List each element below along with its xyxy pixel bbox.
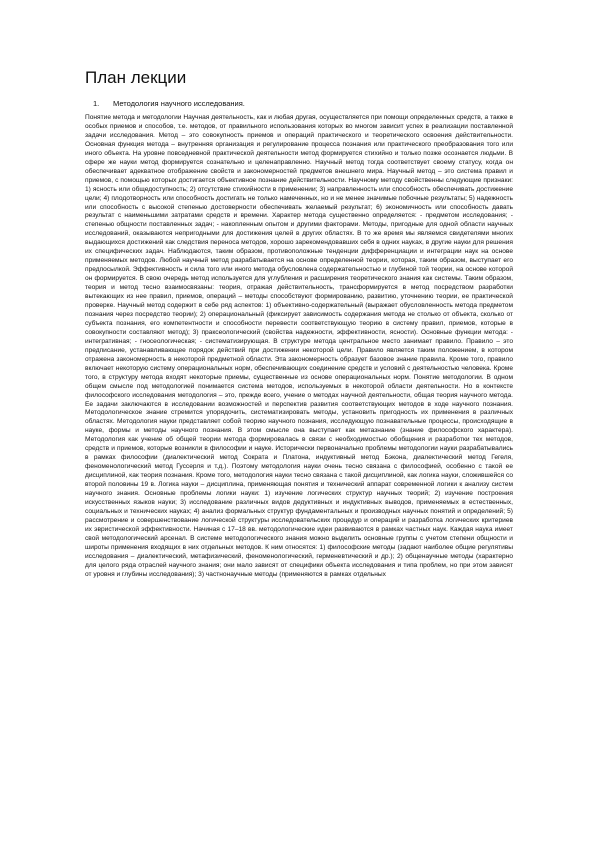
outline-item-text: Методология научного исследования. [113, 99, 245, 108]
outline-item [85, 99, 515, 108]
lecture-body-text: Понятие метода и методологии Научная деятельность, как и любая другая, осуществляется при помощи определенных средств, а также в особых приемов и способов, т.е. методов, от правильного использования которых во многом зависит успех в реализации поставленной задачи исследования. Метод – это совокупность приемов и операций практического и теоретического освоения действительности. Основная функция метода – внутренняя организация и регулирование процесса познания или практического преобразования того или иного объекта. На уровне повседневной практической деятельности метод формируется стихийно и только позже осознается людьми. В сфере же науки метод формируется сознательно и целенаправленно. Научный метод тогда соответствует своему статусу, когда он обеспечивает адекватное отображение свойств и закономерностей предметов внешнего мира. Научный метод – это система правил и приемов, с помощью которых достигается объективное познание действительности. Научному методу свойственны следующие признаки: 1) ясность или общедоступность; 2) отсутствие стихийности в применении; 3) направленность или способность обеспечивать достижение цели; 4) плодотворность или способность достигать не только намеченных, но и не менее значимые побочные результаты; 5) надежность или способность с высокой степенью достоверности обеспечивать желаемый результат; 6) экономичность или способность давать результат с наименьшими затратами средств и времени. Характер метода существенно определяется: - предметом исследования; - степенью общности поставленных задач; - накопленным опытом и другими факторами. Методы, пригодные для одной области научных исследований, оказываются непригодными для достижения целей в других областях. В то же время мы являемся свидетелями многих выдающихся достижений как следствия переноса методов, хорошо зарекомендовавших себя в одних науках, в другие науки для решения их специфических задач. Наблюдаются, таким образом, противоположные тенденции дифференциации и интеграции наук на основе применяемых методов. Любой научный метод разрабатывается на основе определенной теории, которая, таким образом, выступает его предпосылкой. Эффективность и сила того или иного метода обусловлена содержательностью и глубиной той теории, на основе которой он формируется. В свою очередь метод используется для углубления и расширения теоретического знания как системы. Таким образом, теория и метод тесно взаимосвязаны: теория, отражая действительность, трансформируется в метод посредством разработки вытекающих из нее правил, приемов, операций – методы способствуют формированию, развитию, уточнению теории, ее практической проверке. Научный метод содержит в себе ряд аспектов: 1) объективно-содержательный (выражает обусловленность метода предметом познания через посредство теории); 2) операциональный (фиксирует зависимость содержания метода не столько от объекта, сколько от субъекта познания, его компетентности и способности перевести соответствующую теорию в систему правил, приемов, которые в совокупности составляют метод); 3) праксеологический (свойства надежности, эффективности, ясности). Основные функции метода: - интегративная; - гносеологическая; - систематизирующая. В структуре метода центральное место занимает правило. Правило – это предписание, устанавливающее порядок действий при достижении некоторой цели. Правило является таким положением, в котором отражена закономерность в некоторой предметной области. Эта закономерность образует базовое знание правила. Кроме того, правило включает некоторую систему операциональных норм, обеспечивающих соединение средств и условий с деятельностью человека. Кроме того, в структуру метода входят некоторые приемы, существенные из основе операциональных норм. Понятие методологии. В одном общем смысле под методологией понимается система методов, используемых в некоторой области деятельности. Но в контексте философского исследования методология – это, прежде всего, учение о методах научной деятельности, общая теория научного метода. Ее задачи заключаются в исследовании возможностей и перспектив развития соответствующих методов в ходе научного познания. Методологическое знание стремится упорядочить, систематизировать методы, установить пригодность их применения в различных областях. Методология науки представляет собой теорию научного познания, исследующую познавательные процессы, происходящие в науке, формы и методы научного познания. В этом смысле она выступает как метазнание (знание философского характера). Методология как учение об общей теории метода формировалась в связи с необходимостью обобщения и разработки тех методов, средств и приемов, которые возникли в философии и науке. Исторически первоначально проблемы методологии науки разрабатывались в рамках философии (диалектический метод Сократа и Платона, индуктивный метод Бэкона, диалектический метод Гегеля, феноменологический метод Гуссерля и т.д.). Поэтому методология науки очень тесно связана с философией, особенно с такой ее дисциплиной, как теория познания. Кроме того, методология науки тесно связана с такой дисциплиной, как логика науки, сложившейся со второй половины 19 в. Логика науки – дисциплина, применяющая понятия и технический аппарат современной логики к анализу систем научного знания. Основные проблемы логики науки: 1) изучение логических структур научных теорий; 2) изучение построения искусственных языков науки; 3) исследование различных видов дедуктивных и индуктивных выводов, применяемых в естественных, социальных и технических науках; 4) анализ формальных структур фундаментальных и производных научных понятий и определений; 5) рассмотрение и совершенствование логической структуры исследовательских процедур и операций и разработка логических критериев их эвристической эффективности. Начиная с 17–18 вв. методологические идеи развиваются в рамках частных наук. Каждая наука имеет свой методологический арсенал. В системе методологического знания можно выделить основные группы с учетом степени общности и широты применения входящих в них отдельных методов. К ним относятся: 1) философские методы (задают наиболее общие регулятивы исследования – диалектический, метафизический, феноменологический, герменевтический и др.); 2) общенаучные методы (характерно для целого ряда отраслей научного знания; они мало зависят от специфики объекта исследования и типа проблем, но при этом зависят от уровня и глубины исследования); 3) частнонаучные методы (применяются в рамках отдельных [85, 114, 513, 578]
lecture-plan-title: План лекции [85, 68, 187, 87]
lecture-outline [85, 99, 515, 108]
outline-item-number: 1. [93, 99, 100, 108]
